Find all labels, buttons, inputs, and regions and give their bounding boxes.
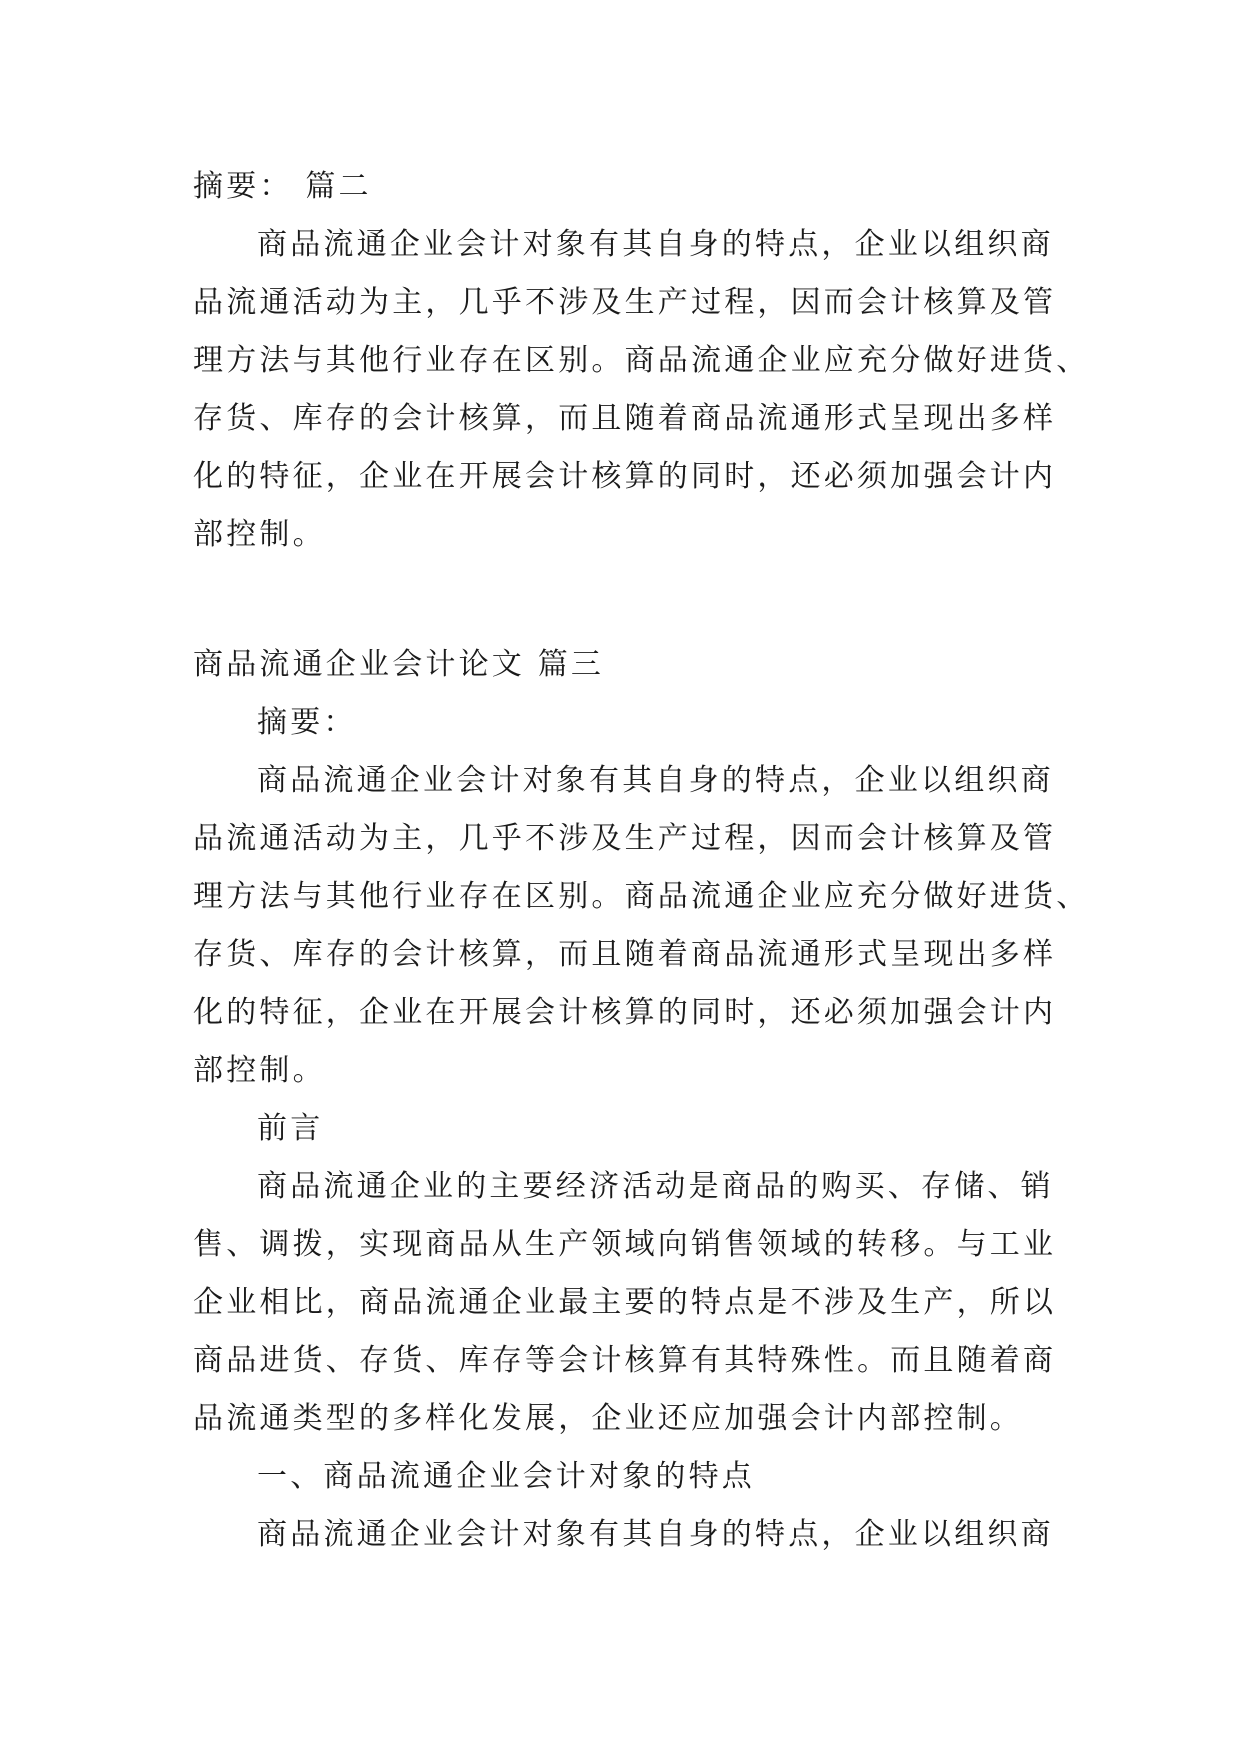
abstract-label: 摘要： (257, 705, 357, 740)
paragraph-line: 商品进货、存货、库存等会计核算有其特殊性。而且随着商 (193, 1343, 1057, 1378)
paragraph-line: 化的特征，企业在开展会计核算的同时，还必须加强会计内 (193, 459, 1057, 494)
paragraph-line: 品流通类型的多样化发展，企业还应加强会计内部控制。 (193, 1401, 1023, 1436)
section-heading: 一、商品流通企业会计对象的特点 (257, 1459, 755, 1494)
paragraph-line: 品流通活动为主，几乎不涉及生产过程，因而会计核算及管 (193, 821, 1057, 856)
preface-label: 前言 (257, 1111, 324, 1146)
paragraph-line: 企业相比，商品流通企业最主要的特点是不涉及生产，所以 (193, 1285, 1057, 1320)
paragraph-line: 部控制。 (193, 1053, 326, 1088)
paragraph-line: 理方法与其他行业存在区别。商品流通企业应充分做好进货、 (193, 879, 1090, 914)
section2-header: 摘要： 篇二 (193, 169, 372, 204)
document-page (193, 158, 1090, 1564)
paragraph-line: 商品流通企业会计对象有其自身的特点，企业以组织商 (257, 227, 1054, 262)
paragraph-line: 商品流通企业的主要经济活动是商品的购买、存储、销 (257, 1169, 1054, 1204)
section-spacer (193, 564, 1053, 636)
paragraph-line: 化的特征，企业在开展会计核算的同时，还必须加强会计内 (193, 995, 1057, 1030)
paragraph-line: 存货、库存的会计核算，而且随着商品流通形式呈现出多样 (193, 401, 1057, 436)
paragraph-line: 理方法与其他行业存在区别。商品流通企业应充分做好进货、 (193, 343, 1090, 378)
paragraph-line: 商品流通企业会计对象有其自身的特点，企业以组织商 (257, 1517, 1054, 1552)
paragraph-line: 部控制。 (193, 517, 326, 552)
section3-title: 商品流通企业会计论文 篇三 (193, 647, 605, 682)
paragraph-line: 售、调拨，实现商品从生产领域向销售领域的转移。与工业 (193, 1227, 1057, 1262)
paragraph-line: 存货、库存的会计核算，而且随着商品流通形式呈现出多样 (193, 937, 1057, 972)
paragraph-line: 品流通活动为主，几乎不涉及生产过程，因而会计核算及管 (193, 285, 1057, 320)
paragraph-line: 商品流通企业会计对象有其自身的特点，企业以组织商 (257, 763, 1054, 798)
